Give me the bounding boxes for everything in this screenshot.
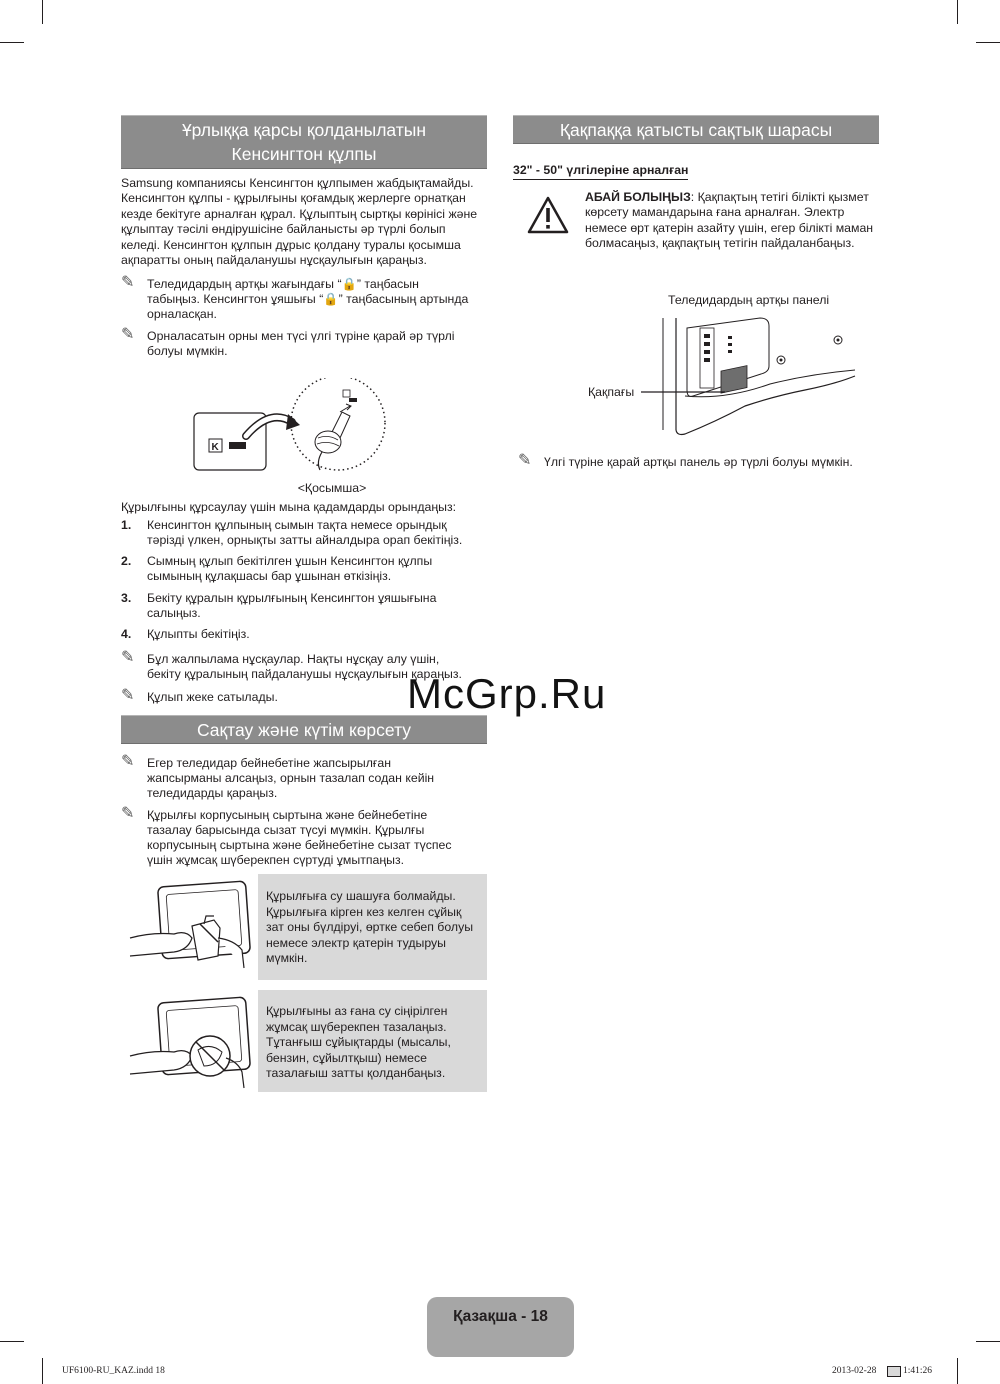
warning-line-text: : Қақпақтың тетігі білікті қызмет [690, 190, 869, 204]
panel-label: Теледидардың артқы панелі [668, 293, 830, 307]
step-item [121, 591, 513, 621]
warning-line: жұмсақ шүберекпен тазалаңыз. [266, 1019, 447, 1034]
note-line: табыңыз. Кенсингтон ұяшығы “🔒” таңбасының артында [147, 292, 469, 306]
intro-line: құлыптау тәсілі өндірушісіне байланысты әр түрлі болып [121, 222, 446, 237]
note-line: орналасқан. [147, 307, 217, 321]
steps-intro: Құрылғыны құрсаулау үшін мына қадамдарды орындаңыз: [121, 500, 457, 514]
note-line: Үлгі түріне қарай артқы панель әр түрлі болуы мүмкін. [544, 455, 853, 469]
note-line: жапсырманы алсаңыз, орнын тазалап содан кейін [147, 771, 435, 785]
step-number: 1. [121, 518, 132, 532]
care-note-1 [121, 753, 513, 801]
note-line: Орналасатын орны мен түсі үлгі түріне қарай әр түрлі [147, 329, 455, 343]
crop-mark [0, 42, 24, 43]
step-text: сымының құлақшасы бар ұшынан өткізіңіз. [147, 569, 392, 583]
footer-time: 1:41:26 [903, 1366, 933, 1376]
step-item [121, 518, 513, 548]
warning-line: Тұтанғыш сұйықтарды (мысалы, [266, 1035, 451, 1050]
spray-bottle-tv-icon [122, 876, 254, 976]
cover-warning-text [585, 190, 885, 252]
rear-panel-drawing [585, 310, 865, 440]
note-line: Егер теледидар бейнебетіне жапсырылған [147, 756, 392, 770]
care-note-2 [121, 805, 513, 868]
note-line: Құрылғы корпусының сыртына және бейнебетіне [147, 808, 428, 822]
cover-note [518, 452, 910, 470]
note-line: теледидарды қараңыз. [147, 786, 278, 800]
intro-line: Samsung компаниясы Кенсингтон құлпымен жабдықтамайды. [121, 176, 474, 190]
pencil-note-icon: ✎ [121, 326, 135, 343]
warning-line: немесе өрт қатерін азайту үшін, егер білікті маман [585, 220, 874, 235]
pencil-note-icon: ✎ [121, 687, 135, 704]
crop-mark [957, 1358, 958, 1384]
pencil-note-icon: ✎ [518, 452, 532, 469]
warning-line: немесе электр қатерін тудыруы [266, 935, 447, 950]
figure-caption: <Қосымша> [297, 481, 367, 495]
pencil-note-icon: ✎ [121, 805, 135, 822]
crop-mark [0, 1341, 24, 1342]
step-text: Кенсингтон құлпының сымын тақта немесе орындық [147, 518, 447, 532]
k-symbol-text: K [211, 442, 219, 453]
warning-line: болмасаңыз, қақпақтың тетігін пайдаланбаңыз. [585, 236, 855, 251]
warning-line [585, 190, 885, 205]
step-item [121, 554, 513, 584]
intro-line: келеді. Кенсингтон құлпын дұрыс қолдану туралы қосымша [121, 237, 461, 252]
note-line: үшін жұмсақ шүберекпен сүртуді ұмытпаңыз. [147, 853, 405, 867]
crop-mark [42, 1358, 43, 1384]
warning-line: мүмкін. [266, 951, 308, 966]
cover-subtitle-text: 32" - 50" үлгілеріне арналған [513, 163, 689, 177]
no-spray-illustration [122, 876, 254, 976]
cover-heading-text: Қақпаққа қатысты сақтық шарасы [559, 119, 833, 140]
note-line: Құлып жеке сатылады. [147, 690, 278, 704]
warning-line: көрсету мамандарына ғана арналған. Электр [585, 205, 845, 220]
kensington-intro [121, 176, 491, 268]
care-heading-text: Сақтау және күтім көрсету [196, 719, 412, 740]
pencil-note-icon: ✎ [121, 649, 135, 666]
footer-file: UF6100-RU_KAZ.indd 18 [62, 1366, 165, 1376]
no-chemicals-warning-text [266, 1004, 486, 1082]
warning-line: Құрылғыны аз ғана су сіңірілген [266, 1004, 448, 1018]
intro-line: ақпаратты оның пайдаланушы нұсқаулығын қараңыз. [121, 253, 427, 268]
watermark: McGrp.Ru [407, 670, 607, 717]
crop-mark [976, 42, 1000, 43]
footer-date: 2013-02-28 [832, 1366, 877, 1376]
kensington-note-1 [121, 274, 513, 322]
step-number: 4. [121, 627, 132, 641]
step-text: Бекіту құралын құрылғының Кенсингтон ұяшығына [147, 591, 437, 605]
intro-line: кезде бекітуге арналған құрал. Құлыптың сыртқы көрінісі және [121, 206, 478, 221]
kensington-lock-illustration [190, 378, 450, 478]
page-number-tab [427, 1297, 574, 1357]
step-number: 3. [121, 591, 132, 605]
pencil-note-icon: ✎ [121, 274, 135, 291]
no-chemicals-illustration [122, 992, 254, 1092]
note-line: тазалау барысында сызат түсуі мүмкін. Құрылғы [147, 823, 425, 837]
warning-line: бензин, сұйылтқыш) немесе [266, 1050, 427, 1065]
care-heading [121, 715, 487, 744]
footer-clock-icon [887, 1366, 901, 1377]
note-line: болуы мүмкін. [147, 344, 228, 358]
warning-line: Құрылғыға кірген кез келген сұйық [266, 904, 462, 919]
step-item [121, 627, 513, 642]
step-text: тәрізді үлкен, орнықты затты айналдыра орап бекітіңіз. [147, 533, 463, 547]
warning-line: Құрылғыға су шашуға болмайды. [266, 889, 456, 903]
tv-rear-panel-illustration [585, 310, 865, 440]
warning-line: зат оны бүлдіруі, өртке себеп болуы [266, 920, 474, 935]
kensington-heading-line2: Кенсингтон құлпы [231, 144, 377, 164]
note-line: бекіту құралының пайдаланушы нұсқаулығын қараңыз. [147, 667, 462, 681]
intro-line: Кенсингтон құлпы - құрылғыны қоғамдық жерлерге орнатқан [121, 191, 466, 206]
step-text: салыңыз. [147, 606, 201, 620]
crop-mark [42, 0, 43, 24]
warning-line: тазалағыш затты қолданбаңыз. [266, 1066, 446, 1081]
kensington-lock-figure [190, 378, 450, 478]
crop-mark [976, 1341, 1000, 1342]
note-line: Бұл жалпылама нұсқаулар. Нақты нұсқау алу үшін, [147, 652, 440, 666]
kensington-heading-line1: Ұрлыққа қарсы қолданылатын [181, 120, 427, 140]
step-text: Сымның құлып бекітілген ұшын Кенсингтон құлпы [147, 554, 433, 568]
step-number: 2. [121, 554, 132, 568]
pencil-note-icon: ✎ [121, 753, 135, 770]
kensington-heading [121, 115, 487, 169]
note-line: Теледидардың артқы жағындағы “🔒” таңбасын [147, 277, 419, 291]
no-spray-warning-text [266, 889, 486, 967]
cover-subtitle [513, 163, 688, 180]
cover-label: Қақпағы [588, 385, 635, 399]
step-text: Құлыпты бекітіңіз. [147, 627, 250, 641]
note-line: корпусының сыртына және бейнебетіне сызат түспес [147, 838, 452, 852]
wipe-cloth-tv-icon [122, 992, 254, 1092]
kensington-note-2 [121, 326, 513, 359]
warning-label: АБАЙ БОЛЫҢЫЗ [585, 190, 691, 204]
cover-heading [513, 115, 879, 144]
warning-triangle-icon [526, 195, 570, 235]
crop-mark [957, 0, 958, 24]
page-number-text: Қазақша - 18 [453, 1308, 548, 1325]
